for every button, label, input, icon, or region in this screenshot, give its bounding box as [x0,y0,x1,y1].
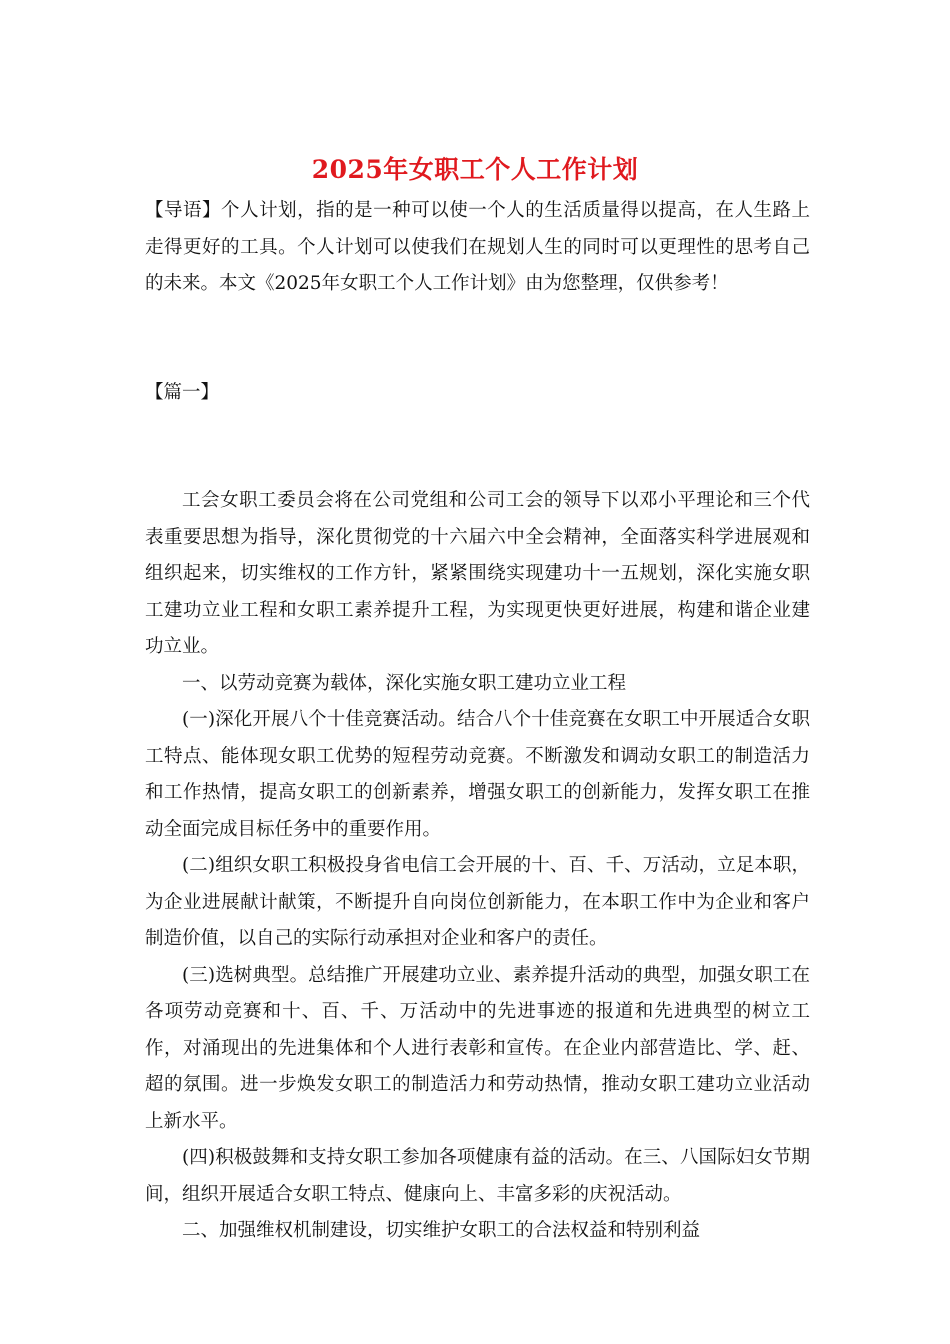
section-heading: 一、以劳动竞赛为载体，深化实施女职工建功立业工程 [182,672,627,694]
body-paragraph: (三)选树典型。总结推广开展建功立业、素养提升活动的典型，加强女职工在各项劳动竞赛和十、百、千、万活动中的先进事迹的报道和先进典型的树立工作，对涌现出的先进集体和个人进行表彰和宣传。在企业内部营造比、学、赶、超的氛围。进一步焕发女职工的制造活力和劳动热情，推动女职工建功立业活动上新水平。 [145,964,810,1132]
document-body [145,193,810,1250]
body-paragraph: 工会女职工委员会将在公司党组和公司工会的领导下以邓小平理论和三个代表重要思想为指导，深化贯彻党的十六届六中全会精神，全面落实科学进展观和组织起来，切实维权的工作方针，紧紧围绕实现建功十一五规划，深化实施女职工建功立业工程和女职工素养提升工程，为实现更快更好进展，构建和谐企业建功立业。 [145,490,810,657]
section-heading: 二、加强维权机制建设，切实维护女职工的合法权益和特别利益 [182,1220,701,1241]
document-title: 2025年女职工个人工作计划 [311,155,639,184]
body-paragraph: (四)积极鼓舞和支持女职工参加各项健康有益的活动。在三、八国际妇女节期间，组织开展适合女职工特点、健康向上、丰富多彩的庆祝活动。 [145,1147,810,1205]
body-paragraph: (一)深化开展八个十佳竞赛活动。结合八个十佳竞赛在女职工中开展适合女职工特点、能体现女职工优势的短程劳动竞赛。不断激发和调动女职工的制造活力和工作热情，提高女职工的创新素养，增强女职工的创新能力，发挥女职工在推动全面完成目标任务中的重要作用。 [145,709,810,840]
intro-paragraph: 【导语】个人计划，指的是一种可以使一个人的生活质量得以提高，在人生路上走得更好的工具。个人计划可以使我们在规划人生的同时可以更理性的思考自己的未来。本文《2025年女职工个人工作计划》由为您整理，仅供参考！ [145,200,810,294]
section-label: 【篇一】 [145,381,220,403]
body-paragraph: (二)组织女职工积极投身省电信工会开展的十、百、千、万活动，立足本职，为企业进展献计献策，不断提升自向岗位创新能力，在本职工作中为企业和客户制造价值，以自己的实际行动承担对企业和客户的责任。 [145,855,810,949]
